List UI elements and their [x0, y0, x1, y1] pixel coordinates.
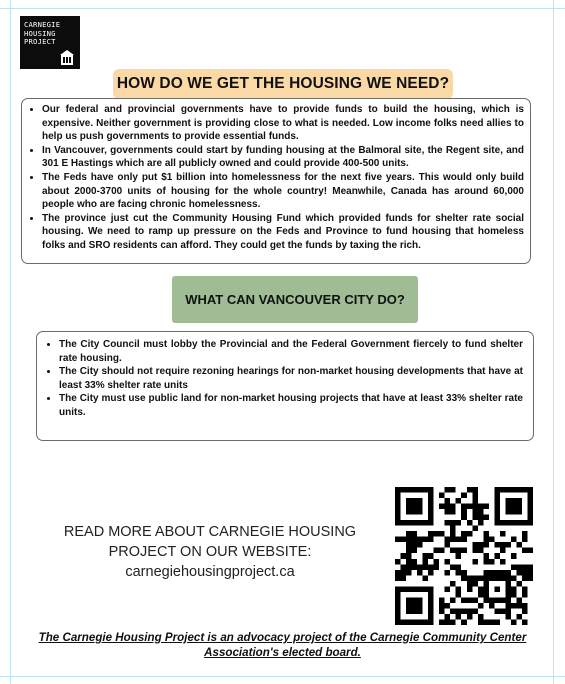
guide-line — [553, 0, 554, 684]
logo-line: CARNEGIE — [24, 20, 61, 29]
section-heading-city: WHAT CAN VANCOUVER CITY DO? — [172, 276, 418, 323]
list-item: • In Vancouver, governments could start by funding housing at the Balmoral site, the Regent site, and 301 E Hastings which are all publicly owned and could provide 400-500 units. — [42, 144, 524, 171]
website-link[interactable]: carnegiehousingproject.ca — [125, 564, 295, 580]
footer-line: The Carnegie Housing Project is an advocacy project of the Carnegie Community Center — [38, 631, 527, 644]
footer-note — [10, 630, 555, 660]
list-item: • The province just cut the Community Housing Fund which provided funds for shelter rate social housing. We need to ramp up pressure on the Feds and Province to fund housing that homeless folks and SRO residents can afford. They could get the funds by taxing the rich. — [42, 212, 524, 253]
city-bullets-box — [36, 331, 534, 441]
list-item: • The City Council must lobby the Provincial and the Federal Government fiercely to fund shelter rate housing. — [59, 338, 523, 365]
housing-bullets-box — [21, 98, 531, 264]
section-heading-housing: HOW DO WE GET THE HOUSING WE NEED? — [113, 69, 453, 99]
guide-line — [10, 0, 11, 684]
read-more-line: PROJECT ON OUR WEBSITE: — [108, 544, 312, 560]
bullet-list — [28, 103, 524, 253]
list-item: • The Feds have only put $1 billion into homelessness for the next five years. This would only build about 2000-3700 units of housing for the whole country! Meanwhile, Canada has around 60,000 people who are facing chronic homelessness. — [42, 171, 524, 212]
logo-line: HOUSING — [24, 28, 56, 38]
qr-code-icon[interactable] — [395, 487, 533, 625]
list-item: • Our federal and provincial governments have to provide funds to build the housing, which is expensive. Neither government is providing close to what is needed. Low income folks need allies to help us push governments to provide essential funds. — [42, 103, 524, 144]
list-item: • The City should not require rezoning hearings for non-market housing developments that have at least 33% shelter rate units — [59, 365, 523, 392]
read-more-line: READ MORE ABOUT CARNEGIE HOUSING — [63, 524, 357, 540]
guide-line — [0, 8, 565, 9]
logo-line: PROJECT — [24, 37, 56, 47]
read-more-block — [50, 522, 370, 582]
footer-line: Association's elected board. — [204, 646, 361, 659]
guide-line — [0, 676, 565, 677]
list-item: • The City must use public land for non-market housing projects that have at least 33% shelter rate units. — [59, 392, 523, 419]
bullet-list — [43, 338, 523, 420]
building-icon — [60, 49, 74, 65]
logo — [20, 16, 80, 69]
